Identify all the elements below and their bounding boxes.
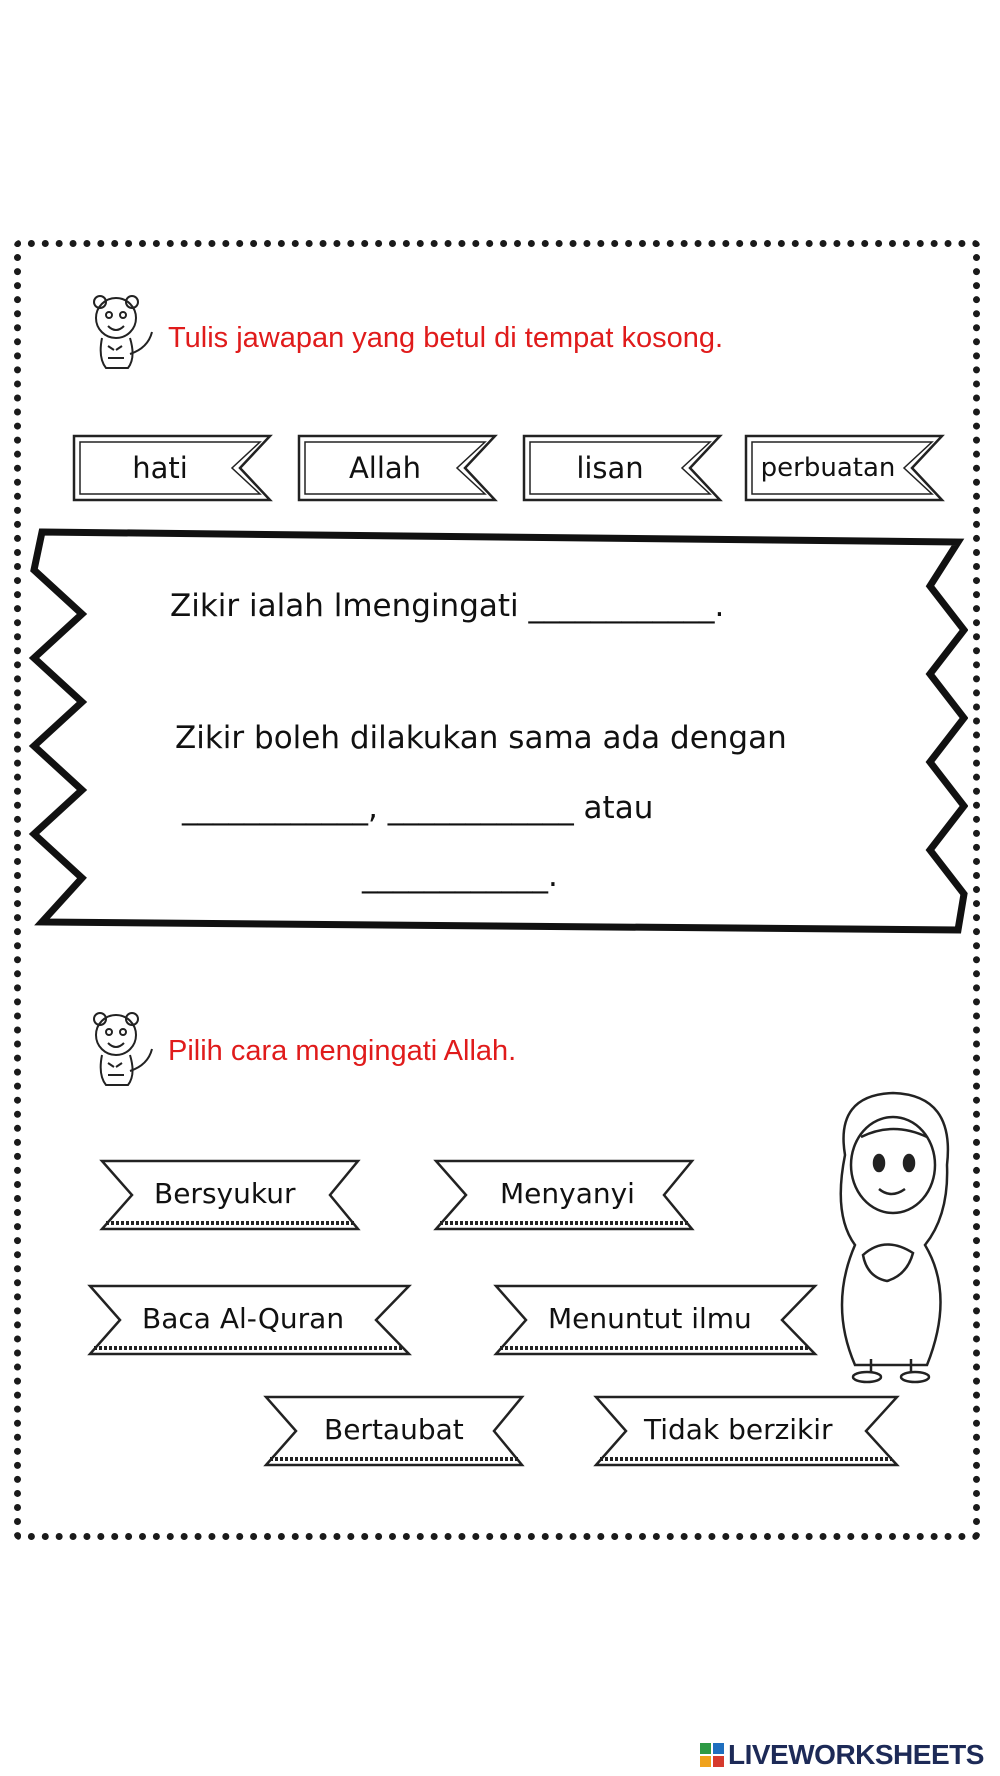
choice-ribbon[interactable] xyxy=(262,1393,527,1473)
word-tag[interactable] xyxy=(295,432,500,504)
choice-label: Baca Al-Quran xyxy=(142,1301,345,1335)
instruction-choose: Pilih cara mengingati Allah. xyxy=(168,1035,517,1067)
question-line-4: ____________. xyxy=(362,858,558,894)
question-line-2: Zikir boleh dilakukan sama ada dengan xyxy=(175,720,787,756)
word-tag[interactable] xyxy=(742,432,947,504)
tiger-mascot-icon xyxy=(78,288,162,372)
choice-ribbon[interactable] xyxy=(86,1282,414,1362)
choice-label: Tidak berzikir xyxy=(644,1412,833,1446)
instruction-fill-blanks: Tulis jawapan yang betul di tempat kosong. xyxy=(168,322,724,354)
word-tag[interactable] xyxy=(520,432,725,504)
girl-praying-illustration xyxy=(815,1085,965,1385)
choice-ribbon[interactable] xyxy=(432,1157,697,1237)
question-line-1: Zikir ialah lmengingati ____________. xyxy=(170,588,725,624)
choice-label: Menuntut ilmu xyxy=(548,1301,752,1335)
logo-mark-icon xyxy=(700,1743,724,1767)
choice-ribbon[interactable] xyxy=(98,1157,363,1237)
logo-text: LIVEWORKSHEETS xyxy=(728,1739,984,1770)
word-tag-label: Allah xyxy=(348,451,422,485)
word-tag-label: lisan xyxy=(576,451,644,485)
word-tag-label: perbuatan xyxy=(760,453,896,483)
word-tag-label: hati xyxy=(132,451,188,485)
liveworksheets-logo xyxy=(700,1740,984,1770)
choice-label: Bersyukur xyxy=(154,1176,296,1210)
choice-label: Menyanyi xyxy=(500,1176,635,1210)
tiger-mascot-icon xyxy=(78,1005,162,1089)
choice-ribbon[interactable] xyxy=(492,1282,820,1362)
choice-ribbon[interactable] xyxy=(592,1393,902,1473)
question-line-3: ____________, ____________ atau xyxy=(182,790,654,826)
choice-label: Bertaubat xyxy=(324,1412,464,1446)
word-tag[interactable] xyxy=(70,432,275,504)
